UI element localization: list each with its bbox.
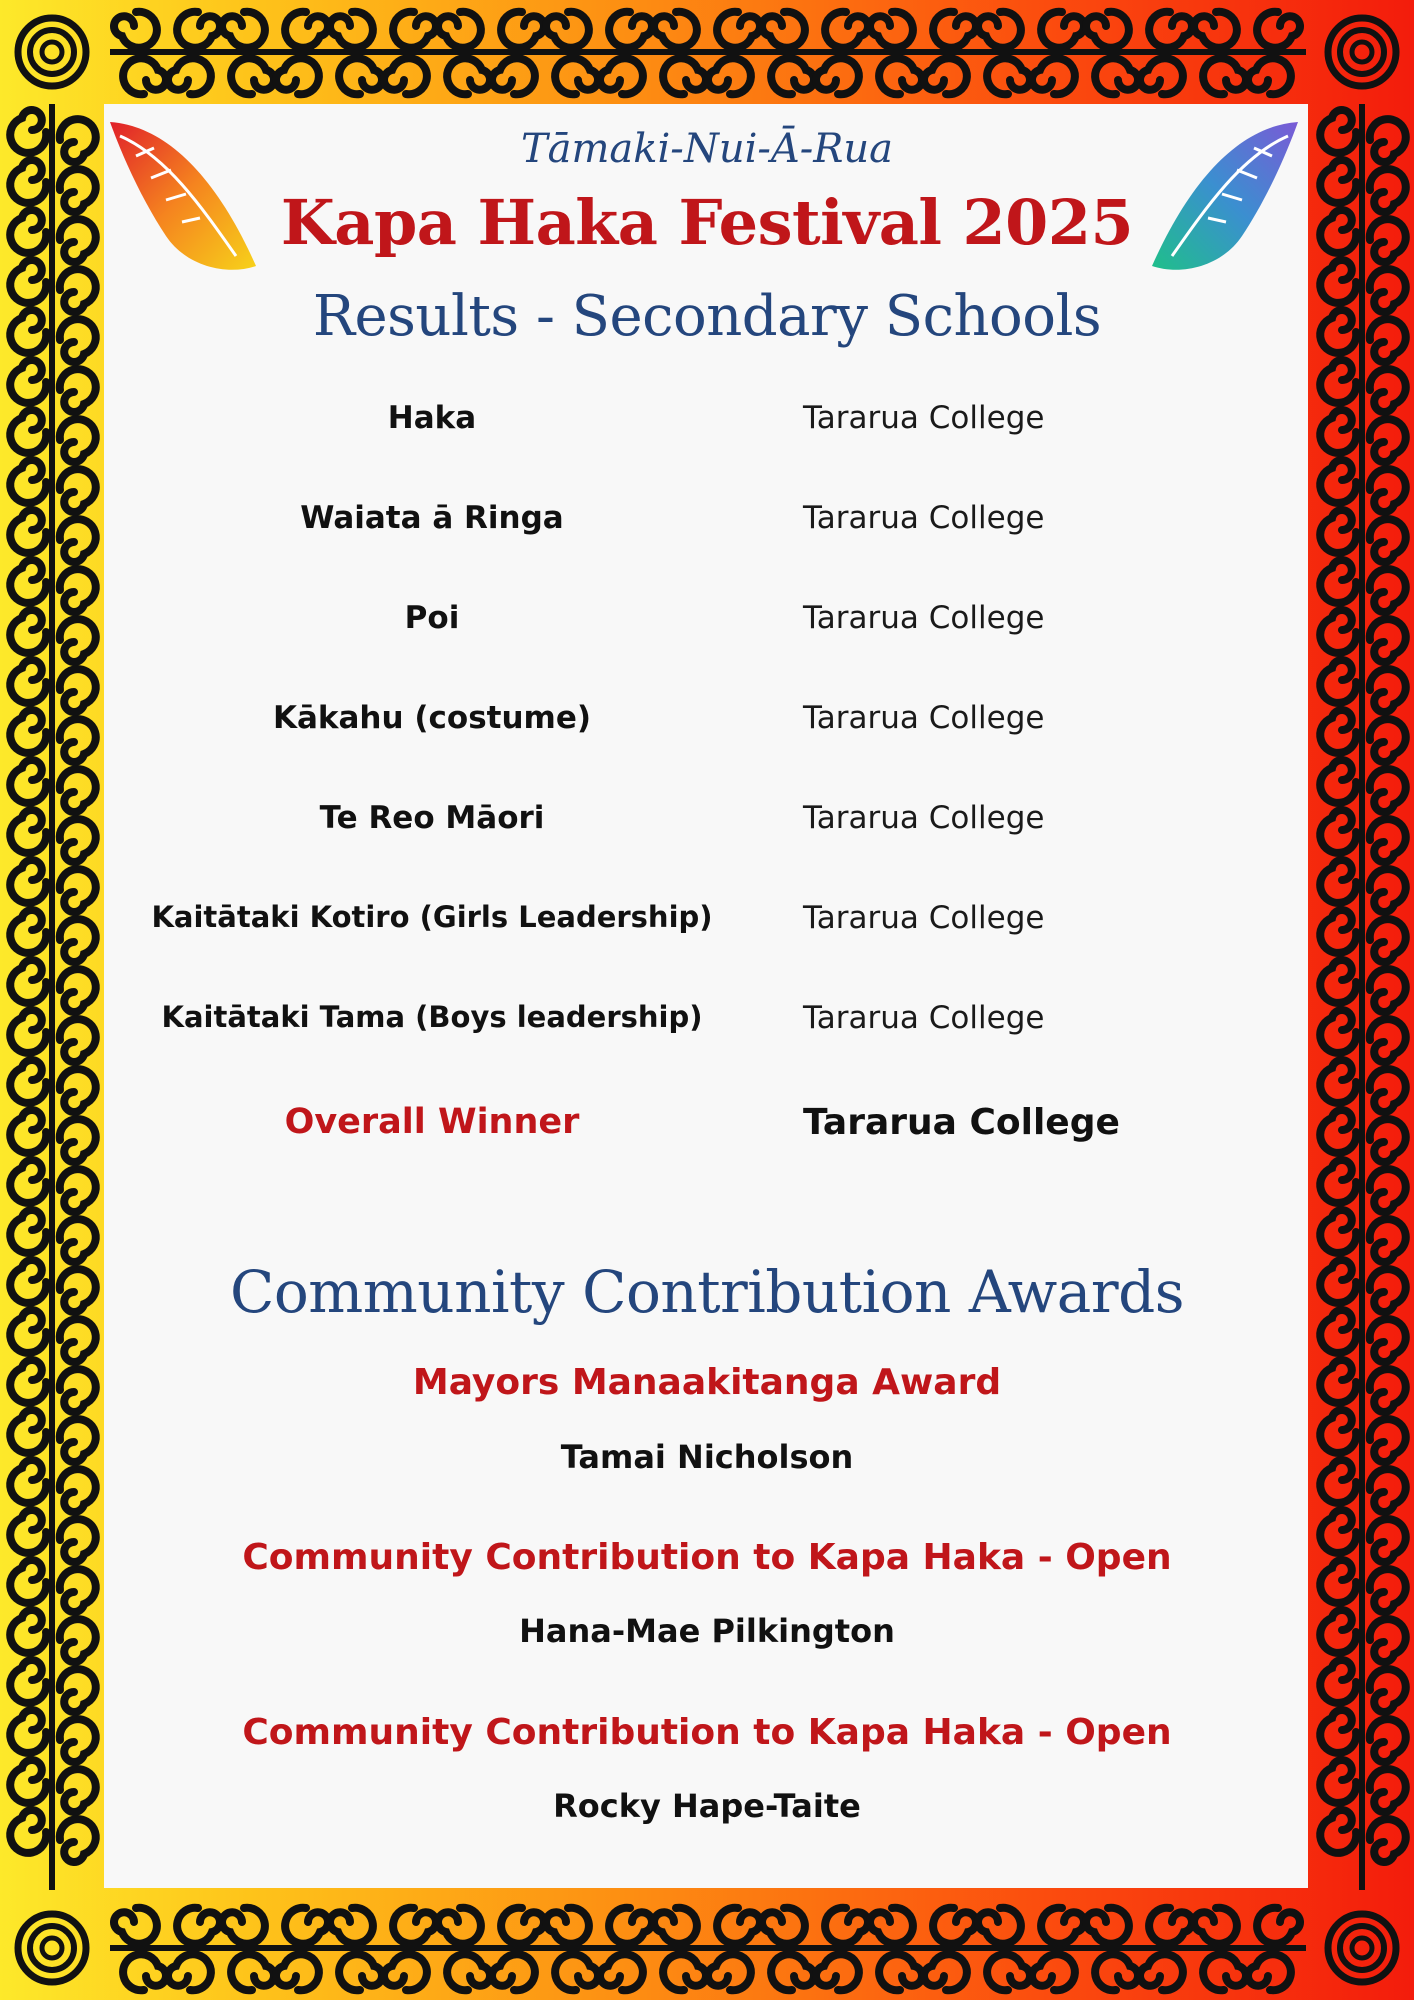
koru-icon xyxy=(123,1954,166,1990)
page-title: Kapa Haka Festival 2025 xyxy=(280,186,1134,259)
koru-icon xyxy=(1320,760,1356,803)
koru-icon xyxy=(1257,12,1300,48)
koru-icon xyxy=(60,1819,96,1862)
koru-icon xyxy=(10,960,46,1003)
koru-icon xyxy=(438,12,481,48)
koru-icon xyxy=(10,860,46,903)
award-name: Community Contribution to Kapa Haka - Open xyxy=(242,1537,1172,1578)
koru-icon xyxy=(393,12,436,48)
koru-icon xyxy=(600,1954,643,1990)
overall-winner: Tararua College xyxy=(803,1102,1120,1143)
koru-icon xyxy=(825,12,868,48)
koru-icon xyxy=(501,12,544,48)
koru-icon xyxy=(339,58,382,94)
koru-icon xyxy=(654,1908,697,1944)
result-row xyxy=(0,500,1414,560)
koru-icon xyxy=(339,1954,382,1990)
result-winner: Tararua College xyxy=(803,600,1045,636)
koru-icon xyxy=(555,1954,598,1990)
result-winner: Tararua College xyxy=(803,800,1045,836)
koru-icon xyxy=(168,58,211,94)
koru-icon xyxy=(1320,1210,1356,1253)
result-winner: Tararua College xyxy=(803,500,1045,536)
koru-icon xyxy=(1149,1908,1192,1944)
koru-icon xyxy=(609,12,652,48)
koru-icon xyxy=(168,1954,211,1990)
koru-icon xyxy=(114,12,157,48)
koru-icon xyxy=(1370,1219,1406,1262)
awards-heading: Community Contribution Awards xyxy=(230,1258,1184,1326)
koru-icon xyxy=(276,58,319,94)
koru-icon xyxy=(978,12,1021,48)
result-row xyxy=(0,800,1414,860)
result-winner: Tararua College xyxy=(803,900,1045,936)
results-heading: Results - Secondary Schools xyxy=(312,284,1102,349)
award-recipient: Hana-Mae Pilkington xyxy=(519,1612,895,1650)
result-category: Poi xyxy=(404,600,460,636)
koru-icon xyxy=(825,1908,868,1944)
result-winner: Tararua College xyxy=(803,700,1045,736)
koru-icon xyxy=(1320,660,1356,703)
koru-icon xyxy=(1086,1908,1129,1944)
award-recipient: Rocky Hape-Taite xyxy=(553,1787,861,1825)
award-recipient: Tamai Nicholson xyxy=(560,1438,854,1476)
koru-icon xyxy=(1320,360,1356,403)
result-category: Kākahu (costume) xyxy=(272,700,592,736)
koru-icon xyxy=(1320,860,1356,903)
koru-icon xyxy=(60,1219,96,1262)
koru-icon xyxy=(717,12,760,48)
result-row xyxy=(0,600,1414,660)
koru-icon xyxy=(1370,1669,1406,1712)
corner-spiral-icon xyxy=(1328,1914,1396,1982)
koru-icon xyxy=(1140,58,1183,94)
koru-icon xyxy=(816,1954,859,1990)
koru-icon xyxy=(816,58,859,94)
koru-icon xyxy=(447,58,490,94)
koru-icon xyxy=(177,1908,220,1944)
koru-icon xyxy=(1032,58,1075,94)
koru-icon xyxy=(1320,560,1356,603)
koru-icon xyxy=(546,1908,589,1944)
koru-icon xyxy=(609,1908,652,1944)
result-row xyxy=(0,900,1414,960)
koru-icon xyxy=(654,12,697,48)
koru-icon xyxy=(222,12,265,48)
koru-icon xyxy=(10,660,46,703)
corner-spiral-icon xyxy=(18,1914,86,1982)
koru-icon xyxy=(384,58,427,94)
koru-icon xyxy=(1320,460,1356,503)
koru-icon xyxy=(987,1954,1030,1990)
koru-icon xyxy=(663,58,706,94)
koru-icon xyxy=(1203,58,1246,94)
koru-icon xyxy=(123,58,166,94)
koru-icon xyxy=(708,1954,751,1990)
koru-icon xyxy=(1041,1908,1084,1944)
award-name: Mayors Manaakitanga Award xyxy=(412,1362,1002,1403)
koru-icon xyxy=(1194,1908,1237,1944)
koru-icon xyxy=(10,460,46,503)
koru-icon xyxy=(177,12,220,48)
koru-icon xyxy=(924,58,967,94)
koru-icon xyxy=(978,1908,1021,1944)
koru-icon xyxy=(546,12,589,48)
koru-icon xyxy=(708,58,751,94)
result-category: Waiata ā Ringa xyxy=(300,500,564,536)
koru-icon xyxy=(1248,1954,1291,1990)
koru-icon xyxy=(1140,1954,1183,1990)
koru-icon xyxy=(1032,1954,1075,1990)
koru-icon xyxy=(384,1954,427,1990)
koru-icon xyxy=(1041,12,1084,48)
koru-icon xyxy=(10,1660,46,1703)
koru-icon xyxy=(492,58,535,94)
koru-icon xyxy=(1203,1954,1246,1990)
koru-icon xyxy=(1095,1954,1138,1990)
koru-icon xyxy=(1320,960,1356,1003)
result-row xyxy=(0,400,1414,460)
koru-icon xyxy=(762,12,805,48)
result-category: Te Reo Māori xyxy=(319,800,545,836)
koru-icon xyxy=(1149,12,1192,48)
koru-icon xyxy=(1320,1160,1356,1203)
koru-icon xyxy=(1248,58,1291,94)
region-subtitle: Tāmaki-Nui-Ā-Rua xyxy=(520,126,894,172)
koru-icon xyxy=(555,58,598,94)
koru-icon xyxy=(10,1160,46,1203)
koru-icon xyxy=(60,1169,96,1212)
koru-icon xyxy=(870,12,913,48)
overall-label: Overall Winner xyxy=(284,1102,580,1142)
koru-icon xyxy=(10,1210,46,1253)
overall-winner-row xyxy=(0,1102,1414,1162)
result-category: Haka xyxy=(387,400,477,436)
result-winner: Tararua College xyxy=(803,1000,1045,1036)
koru-icon xyxy=(330,1908,373,1944)
result-row xyxy=(0,700,1414,760)
corner-spiral-icon xyxy=(1328,18,1396,86)
corner-spiral-icon xyxy=(18,18,86,86)
koru-icon xyxy=(10,560,46,603)
koru-icon xyxy=(10,760,46,803)
result-category: Kaitātaki Kotiro (Girls Leadership) xyxy=(151,900,713,934)
koru-icon xyxy=(501,1908,544,1944)
koru-icon xyxy=(492,1954,535,1990)
koru-icon xyxy=(771,58,814,94)
koru-icon xyxy=(987,58,1030,94)
koru-icon xyxy=(1257,1908,1300,1944)
koru-icon xyxy=(762,1908,805,1944)
koru-icon xyxy=(231,1954,274,1990)
koru-icon xyxy=(10,1060,46,1103)
koru-icon xyxy=(285,1908,328,1944)
koru-icon xyxy=(447,1954,490,1990)
koru-icon xyxy=(1086,12,1129,48)
koru-icon xyxy=(10,360,46,403)
koru-icon xyxy=(879,1954,922,1990)
koru-icon xyxy=(600,58,643,94)
result-row xyxy=(0,1000,1414,1060)
koru-icon xyxy=(771,1954,814,1990)
koru-icon xyxy=(879,58,922,94)
koru-icon xyxy=(222,1908,265,1944)
koru-icon xyxy=(285,12,328,48)
koru-icon xyxy=(231,58,274,94)
koru-icon xyxy=(330,12,373,48)
result-category: Kaitātaki Tama (Boys leadership) xyxy=(161,1000,703,1034)
koru-icon xyxy=(114,1908,157,1944)
result-winner: Tararua College xyxy=(803,400,1045,436)
koru-icon xyxy=(1370,1169,1406,1212)
koru-icon xyxy=(438,1908,481,1944)
koru-icon xyxy=(663,1954,706,1990)
koru-icon xyxy=(870,1908,913,1944)
koru-icon xyxy=(393,1908,436,1944)
award-name: Community Contribution to Kapa Haka - Open xyxy=(242,1712,1172,1753)
koru-icon xyxy=(933,12,976,48)
koru-icon xyxy=(1370,1819,1406,1862)
koru-icon xyxy=(924,1954,967,1990)
koru-icon xyxy=(1095,58,1138,94)
koru-icon xyxy=(1320,1660,1356,1703)
koru-icon xyxy=(276,1954,319,1990)
koru-icon xyxy=(1320,1060,1356,1103)
koru-icon xyxy=(717,1908,760,1944)
koru-icon xyxy=(60,1669,96,1712)
koru-icon xyxy=(933,1908,976,1944)
koru-icon xyxy=(1194,12,1237,48)
